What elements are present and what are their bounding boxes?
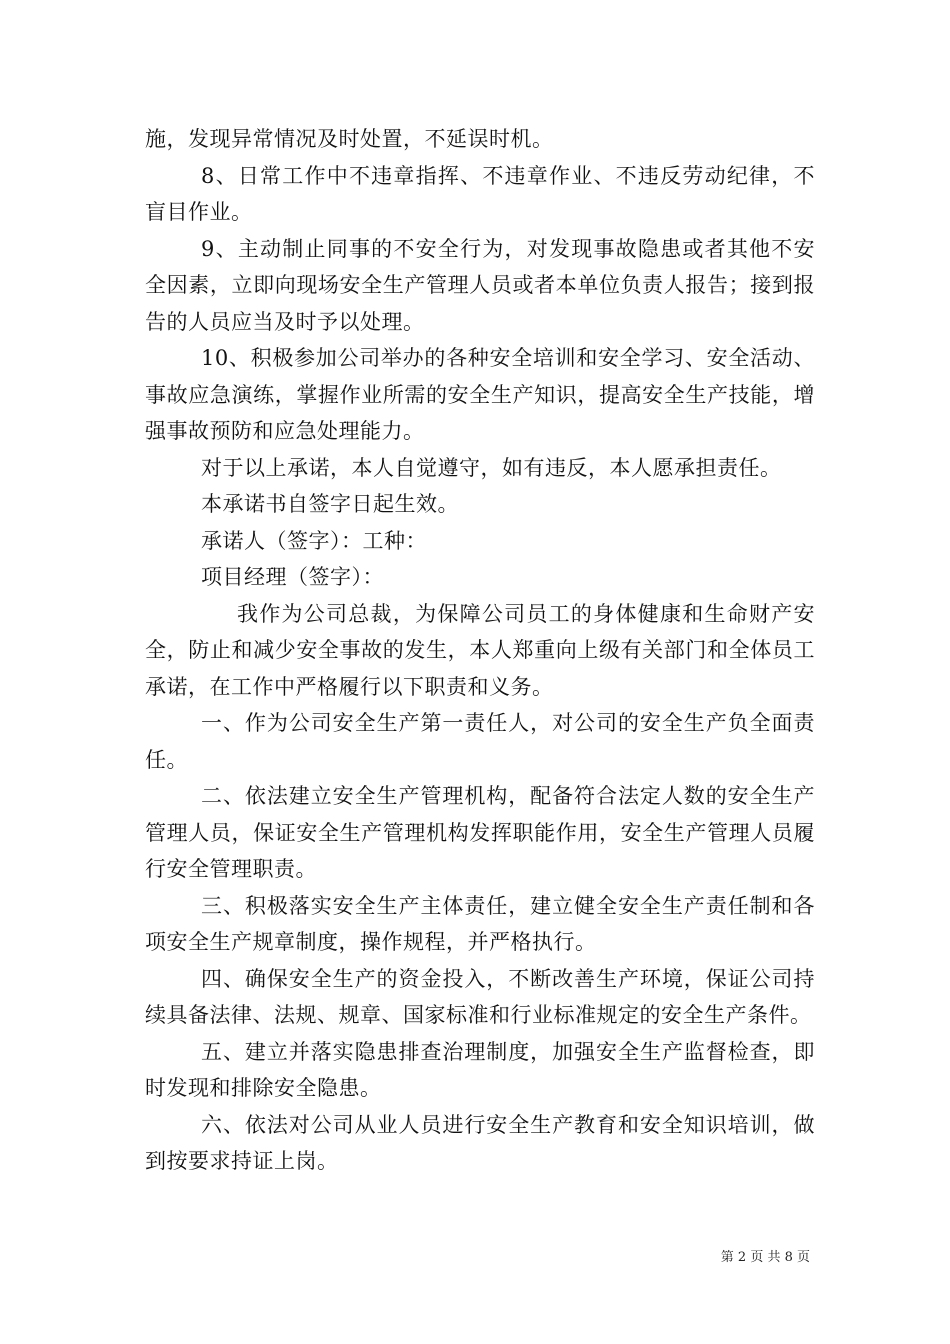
- paragraph-duty-4: 四、确保安全生产的资金投入，不断改善生产环境，保证公司持续具备法律、法规、规章、国家标准和行业标准规定的安全生产条件。: [145, 966, 815, 1027]
- paragraph-item-9: 9、主动制止同事的不安全行为，对发现事故隐患或者其他不安全因素，立即向现场安全生产管理人员或者本单位负责人报告；接到报告的人员应当及时予以处理。: [145, 236, 815, 334]
- paragraph-duty-2: 二、依法建立安全生产管理机构，配备符合法定人数的安全生产管理人员，保证安全生产管理机构发挥职能作用，安全生产管理人员履行安全管理职责。: [145, 784, 815, 881]
- paragraph-commitment: 对于以上承诺，本人自觉遵守，如有违反，本人愿承担责任。: [201, 455, 782, 480]
- paragraph-continuation: 施，发现异常情况及时处置，不延误时机。: [145, 127, 554, 151]
- signature-line-manager: 项目经理（签字）：: [201, 565, 384, 589]
- page-number-footer: 第 2 页 共 8 页: [720, 1250, 810, 1265]
- paragraph-item-10: 10、积极参加公司举办的各种安全培训和安全学习、安全活动、事故应急演练，掌握作业所需的安全生产知识，提高安全生产技能，增强事故预防和应急处理能力。: [145, 346, 815, 443]
- paragraph-effective: 本承诺书自签字日起生效。: [201, 492, 459, 516]
- paragraph-duty-6: 六、依法对公司从业人员进行安全生产教育和安全知识培训，做到按要求持证上岗。: [145, 1112, 815, 1173]
- paragraph-president-intro: 我作为公司总裁，为保障公司员工的身体健康和生命财产安全，防止和减少安全事故的发生，本人郑重向上级有关部门和全体员工承诺，在工作中严格履行以下职责和义务。: [145, 601, 815, 699]
- document-body: [145, 121, 815, 1180]
- paragraph-duty-3: 三、积极落实安全生产主体责任，建立健全安全生产责任制和各项安全生产规章制度，操作规程，并严格执行。: [145, 893, 815, 954]
- paragraph-duty-5: 五、建立并落实隐患排查治理制度，加强安全生产监督检查，即时发现和排除安全隐患。: [145, 1039, 815, 1100]
- signature-line-promiser: 承诺人（签字）：工种：: [201, 528, 427, 553]
- paragraph-duty-1: 一、作为公司安全生产第一责任人，对公司的安全生产负全面责任。: [145, 711, 815, 772]
- paragraph-item-8: 8、日常工作中不违章指挥、不违章作业、不违反劳动纪律，不盲目作业。: [145, 163, 815, 224]
